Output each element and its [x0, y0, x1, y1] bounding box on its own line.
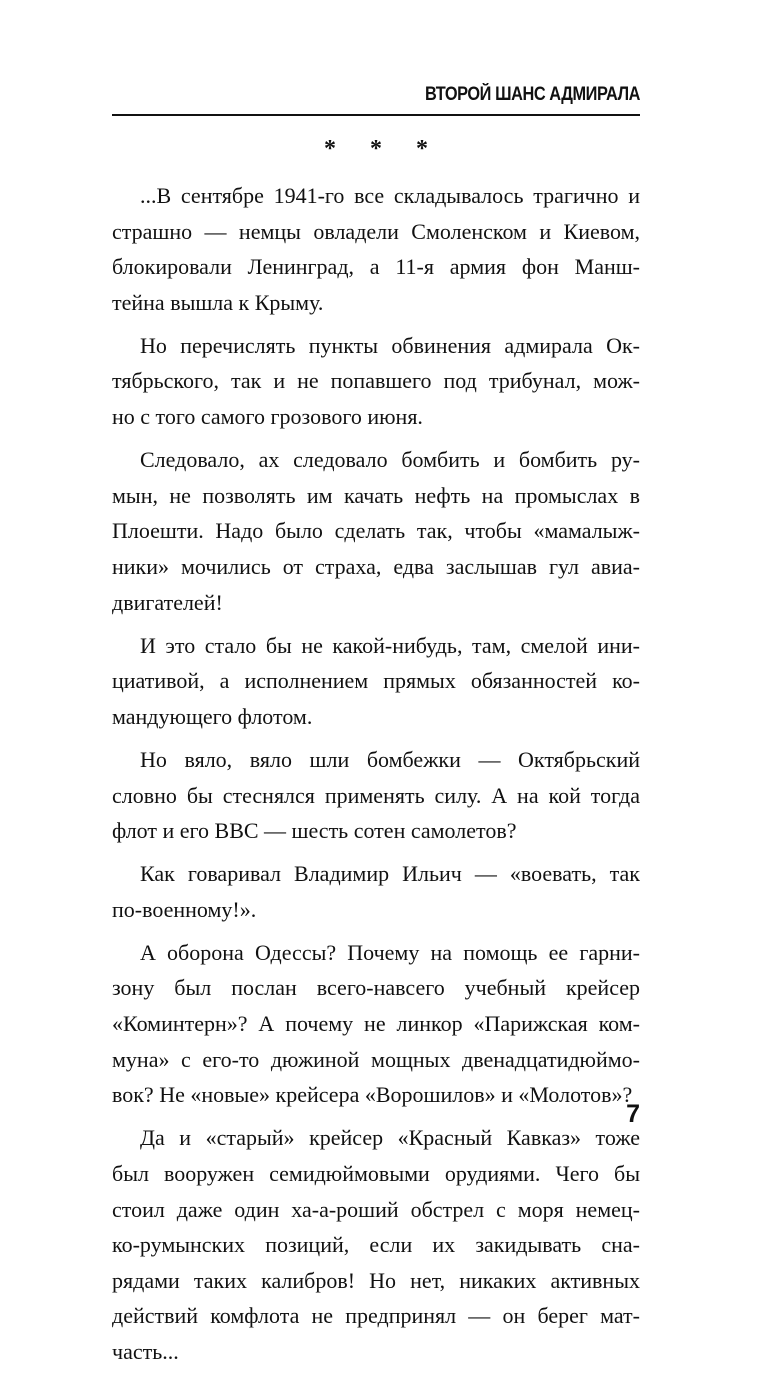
text-line: двигателей!: [112, 589, 223, 615]
body-text: [112, 178, 640, 1377]
text-line: по-военному!».: [112, 896, 257, 922]
text-line: флот и его ВВС — шесть сотен самолетов?: [112, 818, 517, 844]
paragraph: [112, 742, 640, 849]
text-line: А оборона Одессы? Почему на помощь ее гарни-: [140, 939, 640, 965]
paragraph: [112, 856, 640, 927]
text-line: мын, не позволять им качать нефть на промыслах в: [112, 482, 640, 508]
text-line: Но перечислять пункты обвинения адмирала Ок-: [140, 332, 640, 358]
text-line: И это стало бы не какой-нибудь, там, смелой ини-: [140, 632, 640, 658]
running-header-title: ВТОРОЙ ШАНС АДМИРАЛА: [424, 84, 640, 105]
text-line: но с того самого грозового июня.: [112, 404, 423, 430]
paragraph: [112, 628, 640, 735]
text-line: Как говаривал Владимир Ильич — «воевать, так: [140, 861, 640, 887]
text-line: действий комфлота не предпринял — он берег мат-: [112, 1303, 640, 1329]
text-line: стоил даже один ха-а-роший обстрел с моря немец-: [112, 1196, 640, 1222]
paragraph: [112, 328, 640, 435]
text-line: тейна вышла к Крыму.: [112, 289, 324, 315]
text-line: зону был послан всего-навсего учебный крейсер: [112, 975, 640, 1001]
text-line: вок? Не «новые» крейсера «Ворошилов» и «Молотов»?: [112, 1082, 633, 1108]
section-separator: * * *: [324, 136, 442, 162]
text-line: Следовало, ах следовало бомбить и бомбить ру-: [140, 447, 640, 473]
text-line: «Коминтерн»? А почему не линкор «Парижская ком-: [112, 1011, 640, 1037]
text-line: рядами таких калибров! Но нет, никаких активных: [112, 1267, 640, 1293]
paragraph: [112, 935, 640, 1113]
text-line: Да и «старый» крейсер «Красный Кавказ» тоже: [140, 1125, 640, 1151]
text-line: Плоешти. Надо было сделать так, чтобы «мамалыж-: [112, 518, 640, 544]
page-number: 7: [626, 1100, 640, 1128]
text-line: циативой, а исполнением прямых обязанностей ко-: [112, 668, 640, 694]
text-line: муна» с его-то дюжиной мощных двенадцатидюймо-: [112, 1046, 640, 1072]
text-line: ...В сентябре 1941-го все складывалось трагично и: [140, 183, 640, 208]
text-line: словно бы стеснялся применять силу. А на кой тогда: [112, 782, 640, 808]
text-line: ко-румынских позиций, если их закидывать сна-: [112, 1232, 640, 1258]
text-line: страшно — немцы овладели Смоленском и Киевом,: [112, 218, 640, 244]
text-line: был вооружен семидюймовыми орудиями. Чего бы: [112, 1160, 640, 1186]
text-line: ники» мочились от страха, едва заслышав гул авиа-: [112, 553, 640, 579]
paragraph: [112, 178, 640, 320]
header-rule: [112, 114, 640, 116]
text-line: тябрьского, так и не попавшего под трибунал, мож-: [112, 368, 640, 394]
text-line: часть...: [112, 1338, 179, 1364]
text-line: мандующего флотом.: [112, 703, 313, 729]
paragraph: [112, 442, 640, 620]
text-line: Но вяло, вяло шли бомбежки — Октябрьский: [140, 746, 640, 772]
text-line: блокировали Ленинград, а 11-я армия фон Манш-: [112, 254, 640, 280]
paragraph: [112, 1120, 640, 1369]
